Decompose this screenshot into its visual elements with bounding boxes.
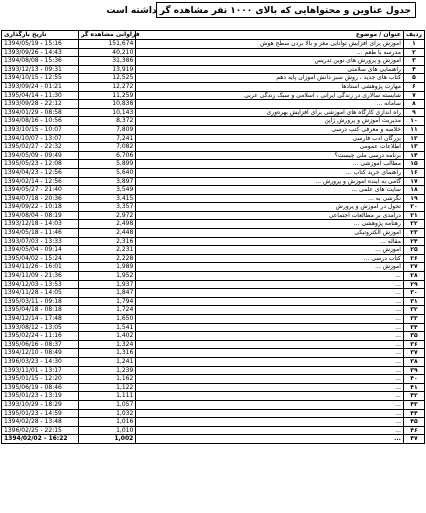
table-row [2, 143, 425, 152]
topic-cell: ... [136, 400, 404, 409]
upload-date-cell: 1394/05/04 - 09:14 [2, 246, 79, 255]
table-row [2, 125, 425, 134]
row-number-cell: ۱۳ [403, 143, 424, 152]
view-count-cell: 3,549 [79, 186, 136, 195]
upload-date-cell: 1393/12/18 - 14:03 [2, 220, 79, 229]
header-view-count: فراوانی مشاهده گر [79, 31, 136, 40]
topic-cell: مهارت پژوهشی استادها [136, 82, 404, 91]
upload-date-cell: 1395/02/27 - 22:32 [2, 143, 79, 152]
table-row [2, 349, 425, 358]
row-number-cell: ۳۸ [403, 357, 424, 366]
topic-cell: ... [136, 349, 404, 358]
view-count-cell: 1,989 [79, 263, 136, 272]
table-row [2, 315, 425, 324]
row-number-cell: ۳۳ [403, 315, 424, 324]
row-number-cell: ۲۲ [403, 220, 424, 229]
upload-date-cell: 1395/01/23 - 14:59 [2, 409, 79, 418]
topic-cell: آموزش برای افزایش توانایی مغز و بالا بردن سطح هوش [136, 40, 404, 49]
upload-date-cell: 1394/01/29 - 08:58 [2, 108, 79, 117]
view-count-cell: 11,259 [79, 91, 136, 100]
view-count-cell: 2,448 [79, 229, 136, 238]
row-number-cell: ۲۰ [403, 203, 424, 212]
table-row [2, 203, 425, 212]
row-number-cell: ۲۷ [403, 263, 424, 272]
topic-cell: ... [136, 409, 404, 418]
row-number-cell: ۱۶ [403, 168, 424, 177]
upload-date-cell: 1393/09/24 - 01:21 [2, 82, 79, 91]
table-row [2, 435, 425, 444]
row-number-cell: ۱۹ [403, 194, 424, 203]
view-count-cell: 6,706 [79, 151, 136, 160]
row-number-cell: ۱۲ [403, 134, 424, 143]
upload-date-cell: 1394/12/03 - 13:53 [2, 280, 79, 289]
view-count-cell: 7,082 [79, 143, 136, 152]
upload-date-cell: 1394/02/28 - 13:48 [2, 418, 79, 427]
topic-cell: ... [136, 297, 404, 306]
table-row [2, 65, 425, 74]
topic-cell: ... [136, 435, 404, 444]
table-row [2, 392, 425, 401]
topic-cell: بزرگان ادب فارسی [136, 134, 404, 143]
table-header-row [2, 31, 425, 40]
upload-date-cell: 1395/04/14 - 11:30 [2, 91, 79, 100]
table-row [2, 168, 425, 177]
upload-date-cell: 1395/04/02 - 15:24 [2, 254, 79, 263]
view-count-cell: 3,897 [79, 177, 136, 186]
table-row [2, 151, 425, 160]
view-count-cell: 1,111 [79, 392, 136, 401]
row-number-cell: ۳۲ [403, 306, 424, 315]
topic-cell: ... [136, 280, 404, 289]
upload-date-cell: 1393/07/03 - 13:33 [2, 237, 79, 246]
upload-date-cell: 1394/05/09 - 09:49 [2, 151, 79, 160]
row-number-cell: ۴۲ [403, 392, 424, 401]
view-count-cell: 40,210 [79, 48, 136, 57]
upload-date-cell: 1393/09/28 - 22:12 [2, 100, 79, 109]
upload-date-cell: 1394/10/15 - 12:55 [2, 74, 79, 83]
table-row [2, 400, 425, 409]
table-row [2, 48, 425, 57]
upload-date-cell: 1393/08/12 - 13:05 [2, 323, 79, 332]
table-row [2, 426, 425, 435]
topic-cell: شایسته سالاری در زندگی ایرانی ، اسلامی و سبک زندگی عربی [136, 91, 404, 100]
view-count-cell: 5,640 [79, 168, 136, 177]
topic-cell: ... [136, 272, 404, 281]
row-number-cell: ۴۱ [403, 383, 424, 392]
upload-date-cell: 1395/01/15 - 12:20 [2, 375, 79, 384]
view-count-cell: 7,241 [79, 134, 136, 143]
table-row [2, 40, 425, 49]
row-number-cell: ۴۴ [403, 409, 424, 418]
table-row [2, 186, 425, 195]
view-count-cell: 1,057 [79, 400, 136, 409]
row-number-cell: ۲۶ [403, 254, 424, 263]
view-count-cell: 12,525 [79, 74, 136, 83]
row-number-cell: ۴۷ [403, 435, 424, 444]
table-row [2, 229, 425, 238]
topic-cell: ... [136, 357, 404, 366]
topic-cell: سایت های علمی ... [136, 186, 404, 195]
table-row [2, 323, 425, 332]
topic-cell: ... [136, 315, 404, 324]
row-number-cell: ۱۱ [403, 125, 424, 134]
table-row [2, 160, 425, 169]
topic-cell: مقاله ... [136, 237, 404, 246]
view-count-cell: 2,972 [79, 211, 136, 220]
upload-date-cell: 1394/08/16 - 10:56 [2, 117, 79, 126]
table-row [2, 134, 425, 143]
upload-date-cell: 1394/02/14 - 12:56 [2, 177, 79, 186]
upload-date-cell: 1394/12/10 - 08:49 [2, 349, 79, 358]
table-row [2, 332, 425, 341]
view-count-cell: 1,241 [79, 357, 136, 366]
table-row [2, 383, 425, 392]
topic-cell: مدیریت آموزش و پرورش ژاپن [136, 117, 404, 126]
topic-cell: آموزش ... [136, 246, 404, 255]
table-row [2, 177, 425, 186]
table-row [2, 306, 425, 315]
row-number-cell: ۳ [403, 57, 424, 66]
table-row [2, 211, 425, 220]
topic-cell: تحول در آموزش و پرورش [136, 203, 404, 212]
table-row [2, 409, 425, 418]
topic-cell: ... [136, 332, 404, 341]
table-row [2, 194, 425, 203]
upload-date-cell: 1395/05/23 - 12:08 [2, 160, 79, 169]
view-count-cell: 1,239 [79, 366, 136, 375]
table-body [2, 40, 425, 444]
row-number-cell: ۳۹ [403, 366, 424, 375]
topic-cell: ... [136, 392, 404, 401]
row-number-cell: ۳۶ [403, 340, 424, 349]
view-count-cell: 1,122 [79, 383, 136, 392]
row-number-cell: ۱۰ [403, 117, 424, 126]
view-count-cell: 1,002 [79, 435, 136, 444]
row-number-cell: ۹ [403, 108, 424, 117]
topic-cell: کتاب درسی ... [136, 254, 404, 263]
table-row [2, 82, 425, 91]
topic-cell: آموزش ... [136, 263, 404, 272]
table-row [2, 289, 425, 298]
topic-cell: ... [136, 375, 404, 384]
view-count-cell: 1,316 [79, 349, 136, 358]
topic-cell: ... [136, 306, 404, 315]
upload-date-cell: 1395/06/16 - 08:37 [2, 340, 79, 349]
view-count-cell: 1,016 [79, 418, 136, 427]
row-number-cell: ۲۹ [403, 280, 424, 289]
view-count-cell: 10,838 [79, 100, 136, 109]
upload-date-cell: 1394/05/27 - 21:40 [2, 186, 79, 195]
table-row [2, 254, 425, 263]
topic-cell: اطلاعات عمومی [136, 143, 404, 152]
page-title: جدول عناوین و محتواهایی که بالای ۱۰۰۰ نفر مشاهده گر داشته است [156, 2, 416, 18]
topic-cell: ... [136, 418, 404, 427]
upload-date-cell: 1393/11/01 - 13:17 [2, 366, 79, 375]
row-number-cell: ۱۴ [403, 151, 424, 160]
table-row [2, 366, 425, 375]
upload-date-cell: 1394/08/08 - 15:36 [2, 57, 79, 66]
row-number-cell: ۵ [403, 74, 424, 83]
view-count-cell: 8,372 [79, 117, 136, 126]
row-number-cell: ۱۷ [403, 177, 424, 186]
view-count-cell: 2,316 [79, 237, 136, 246]
upload-date-cell: 1393/10/29 - 18:29 [2, 400, 79, 409]
view-count-cell: 151,674 [79, 40, 136, 49]
view-count-cell: 7,809 [79, 125, 136, 134]
table-row [2, 91, 425, 100]
header-upload-date: تاریخ بارگذاری [2, 31, 79, 40]
row-number-cell: ۶ [403, 82, 424, 91]
table-row [2, 237, 425, 246]
header-row-number: ردیف [403, 31, 424, 40]
topic-cell: ... [136, 426, 404, 435]
row-number-cell: ۸ [403, 100, 424, 109]
row-number-cell: ۳۴ [403, 323, 424, 332]
view-count-cell: 5,899 [79, 160, 136, 169]
upload-date-cell: 1395/01/23 - 13:19 [2, 392, 79, 401]
table-row [2, 375, 425, 384]
view-count-cell: 1,162 [79, 375, 136, 384]
topic-cell: ... [136, 340, 404, 349]
upload-date-cell: 1394/10/07 - 13:07 [2, 134, 79, 143]
upload-date-cell: 1393/09/26 - 14:43 [2, 48, 79, 57]
table-row [2, 117, 425, 126]
topic-cell: سامانه ... [136, 100, 404, 109]
topic-cell: درآمدی بر مطالعات اجتماعی [136, 211, 404, 220]
upload-date-cell: 1394/11/09 - 21:36 [2, 272, 79, 281]
view-count-cell: 2,498 [79, 220, 136, 229]
topic-cell: ... [136, 383, 404, 392]
upload-date-cell: 1393/12/13 - 09:31 [2, 65, 79, 74]
table-row [2, 272, 425, 281]
header-topic: عنوان / موضوع [136, 31, 404, 40]
row-number-cell: ۱۵ [403, 160, 424, 169]
table-row [2, 220, 425, 229]
table-row [2, 297, 425, 306]
topic-cell: برنامه درسی ملی چیست؟ [136, 151, 404, 160]
upload-date-cell: 1393/10/15 - 10:07 [2, 125, 79, 134]
topic-cell: راهنمای خرید کتاب ... [136, 168, 404, 177]
row-number-cell: ۲۸ [403, 272, 424, 281]
row-number-cell: ۲۵ [403, 246, 424, 255]
upload-date-cell: 1394/12/14 - 17:48 [2, 315, 79, 324]
topic-cell: ... [136, 323, 404, 332]
view-count-cell: 10,143 [79, 108, 136, 117]
table-row [2, 263, 425, 272]
row-number-cell: ۴۳ [403, 400, 424, 409]
row-number-cell: ۱۸ [403, 186, 424, 195]
row-number-cell: ۲۴ [403, 237, 424, 246]
view-count-cell: 1,010 [79, 426, 136, 435]
upload-date-cell: 1394/11/28 - 14:05 [2, 289, 79, 298]
row-number-cell: ۳۱ [403, 297, 424, 306]
topic-cell: گامی به آینده آموزش و پرورش ... [136, 177, 404, 186]
table-row [2, 418, 425, 427]
upload-date-cell: 1394/05/19 - 15:16 [2, 40, 79, 49]
upload-date-cell: 1395/04/18 - 08:18 [2, 306, 79, 315]
topic-cell: ... [136, 289, 404, 298]
topic-cell: راهنمایی های سلامتی [136, 65, 404, 74]
view-count-cell: 1,032 [79, 409, 136, 418]
table-row [2, 280, 425, 289]
row-number-cell: ۴۰ [403, 375, 424, 384]
table-row [2, 340, 425, 349]
view-count-cell: 12,272 [79, 82, 136, 91]
row-number-cell: ۴۶ [403, 426, 424, 435]
topic-cell: آموزش الکترونیکی [136, 229, 404, 238]
table-row [2, 108, 425, 117]
row-number-cell: ۲۳ [403, 229, 424, 238]
row-number-cell: ۲۱ [403, 211, 424, 220]
topic-cell: خلاصه و معرفی کتب درسی [136, 125, 404, 134]
topic-cell: آموزش و پرورش های نوین تدریس [136, 57, 404, 66]
topic-cell: مدرسه با طعم ... [136, 48, 404, 57]
topic-cell: رهنامه پژوهشی ... [136, 220, 404, 229]
view-count-cell: 2,228 [79, 254, 136, 263]
row-number-cell: ۴۵ [403, 418, 424, 427]
upload-date-cell: 1394/02/02 - 16:22 [2, 435, 79, 444]
view-count-cell: 3,357 [79, 203, 136, 212]
row-number-cell: ۳۵ [403, 332, 424, 341]
table-row [2, 74, 425, 83]
row-number-cell: ۷ [403, 91, 424, 100]
row-number-cell: ۴ [403, 65, 424, 74]
table-row [2, 246, 425, 255]
row-number-cell: ۱ [403, 40, 424, 49]
table-row [2, 357, 425, 366]
upload-date-cell: 1395/06/19 - 08:46 [2, 383, 79, 392]
view-count-cell: 1,794 [79, 297, 136, 306]
view-count-cell: 1,324 [79, 340, 136, 349]
view-count-cell: 2,231 [79, 246, 136, 255]
upload-date-cell: 1396/02/25 - 22:15 [2, 426, 79, 435]
view-count-cell: 1,847 [79, 289, 136, 298]
upload-date-cell: 1394/07/18 - 20:36 [2, 194, 79, 203]
upload-date-cell: 1395/03/11 - 09:18 [2, 297, 79, 306]
row-number-cell: ۳۷ [403, 349, 424, 358]
table-row [2, 57, 425, 66]
views-table [1, 30, 425, 444]
view-count-cell: 1,541 [79, 323, 136, 332]
topic-cell: راه اندازی کارگاه های آموزشی برای افزایش بهره‌وری [136, 108, 404, 117]
view-count-cell: 13,919 [79, 65, 136, 74]
view-count-cell: 31,386 [79, 57, 136, 66]
view-count-cell: 1,724 [79, 306, 136, 315]
view-count-cell: 1,952 [79, 272, 136, 281]
upload-date-cell: 1394/09/22 - 10:18 [2, 203, 79, 212]
upload-date-cell: 1396/03/23 - 14:30 [2, 357, 79, 366]
upload-date-cell: 1395/02/24 - 11:16 [2, 332, 79, 341]
topic-cell: ... [136, 366, 404, 375]
upload-date-cell: 1394/04/23 - 12:56 [2, 168, 79, 177]
topic-cell: مطالب آموزشی ... [136, 160, 404, 169]
upload-date-cell: 1394/08/04 - 08:19 [2, 211, 79, 220]
view-count-cell: 1,937 [79, 280, 136, 289]
view-count-cell: 1,402 [79, 332, 136, 341]
upload-date-cell: 1394/11/26 - 16:01 [2, 263, 79, 272]
row-number-cell: ۳۰ [403, 289, 424, 298]
topic-cell: نگرشی به ... [136, 194, 404, 203]
row-number-cell: ۲ [403, 48, 424, 57]
table-row [2, 100, 425, 109]
view-count-cell: 3,415 [79, 194, 136, 203]
upload-date-cell: 1394/05/18 - 11:46 [2, 229, 79, 238]
view-count-cell: 1,650 [79, 315, 136, 324]
topic-cell: کتاب های جدید ، روش سبز دانش آموزان پایه دهم [136, 74, 404, 83]
